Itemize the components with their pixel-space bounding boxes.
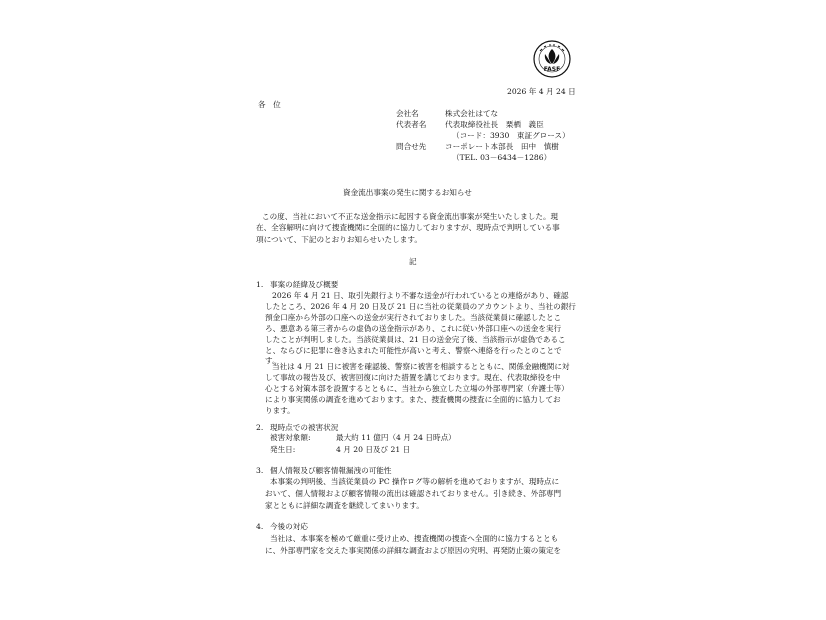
section-text: ります。 bbox=[265, 406, 295, 415]
section-text: 家とともに詳細な調査を継続してまいります。 bbox=[265, 501, 424, 510]
section-text: 2026 年 4 月 21 日、取引先銀行より不審な送金が行われているとの連絡があり、確認 bbox=[272, 291, 569, 300]
representative-label: 代表者名 bbox=[396, 120, 427, 129]
section-heading: 現時点での被害状況 bbox=[270, 423, 339, 432]
ki-mark: 記 bbox=[409, 257, 417, 266]
section-number: 1. bbox=[256, 280, 264, 289]
section-text: おいて、個人情報および顧客情報の流出は確認されておりません。引き続き、外部専門 bbox=[265, 489, 562, 498]
section-heading: 今後の対応 bbox=[270, 522, 308, 531]
fasf-logo-icon bbox=[533, 40, 571, 78]
damage-amount-label: 被害対象額: bbox=[270, 433, 311, 442]
section-text: 預金口座から外部の口座への送金が実行されておりました。当該従業員に確認したとこ bbox=[265, 313, 562, 322]
occurrence-date: 4 月 20 日及び 21 日 bbox=[336, 445, 411, 454]
contact-label: 問合せ先 bbox=[396, 142, 427, 151]
section-text: す。 bbox=[265, 356, 280, 365]
contact: コーポレート本部長 田中 慎樹 bbox=[445, 142, 559, 151]
addressee: 各 位 bbox=[258, 100, 281, 109]
intro-line: 項について、下記のとおりお知らせいたします。 bbox=[256, 235, 422, 244]
section-text: 当社は、本事案を極めて厳重に受け止め、捜査機関の捜査へ全面的に協力するととも bbox=[270, 534, 559, 543]
section-text: して事故の報告及び、被害回復に向けた措置を講じております。現在、代表取締役を中 bbox=[265, 373, 561, 382]
intro-line: この度、当社において不正な送金指示に起因する資金流出事案が発生いたしました。現 bbox=[262, 212, 559, 221]
logo-text: FASF bbox=[543, 66, 561, 73]
company-name: 株式会社はてな bbox=[445, 109, 499, 118]
section-heading: 事案の経緯及び概要 bbox=[270, 280, 339, 289]
representative: 代表取締役社長 栗栖 義臣 bbox=[445, 120, 544, 129]
section-text: 本事案の判明後、当該従業員の PC 操作ログ等の解析を進めておりますが、現時点に bbox=[270, 477, 560, 486]
section-heading: 個人情報及び顧客情報漏洩の可能性 bbox=[270, 466, 392, 475]
section-text: 当社は 4 月 21 日に被害を確認後、警察に被害を相談するとともに、関係金融機関に対 bbox=[272, 362, 570, 371]
section-text: ろ、悪意ある第三者からの虚偽の送金指示があり、これに従い外部口座への送金を実行 bbox=[265, 324, 562, 333]
section-text: 心とする対策本部を設置するとともに、当社から独立した立場の外部専門家（弁護士等） bbox=[265, 384, 569, 393]
section-number: 2. bbox=[256, 423, 264, 432]
section-text: に、外部専門家を交えた事実関係の詳細な調査および原因の究明、再発防止策の策定を bbox=[265, 546, 562, 555]
section-text: により事実関係の調査を進めております。また、捜査機関の捜査に全面的に協力してお bbox=[265, 395, 561, 404]
intro-line: 在、全容解明に向けて捜査機関に全面的に協力しておりますが、現時点で判明している事 bbox=[256, 223, 560, 232]
section-text: したことが判明しました。当該従業員は、21 日の送金完了後、当該指示が虚偽であるこ bbox=[265, 335, 566, 344]
section-text: したところ、2026 年 4 月 20 日及び 21 日に当社の従業員のアカウントより、当社の銀行 bbox=[265, 302, 576, 311]
stock-code: （コード：3930 東証グロース） bbox=[452, 131, 570, 140]
section-text: と、ならびに犯罪に巻き込まれた可能性が高いと考え、警察へ連絡を行ったとのことで bbox=[265, 346, 562, 355]
telephone: （TEL. 03－6434－1286） bbox=[452, 153, 552, 162]
date: 2026 年 4 月 24 日 bbox=[507, 87, 576, 96]
document-title: 資金流出事案の発生に関するお知らせ bbox=[343, 188, 472, 197]
section-number: 3. bbox=[256, 466, 264, 475]
occurrence-date-label: 発生日: bbox=[270, 445, 296, 454]
company-label: 会社名 bbox=[396, 109, 419, 118]
section-number: 4. bbox=[256, 522, 264, 531]
damage-amount: 最大約 11 億円（4 月 24 日時点） bbox=[336, 433, 456, 442]
